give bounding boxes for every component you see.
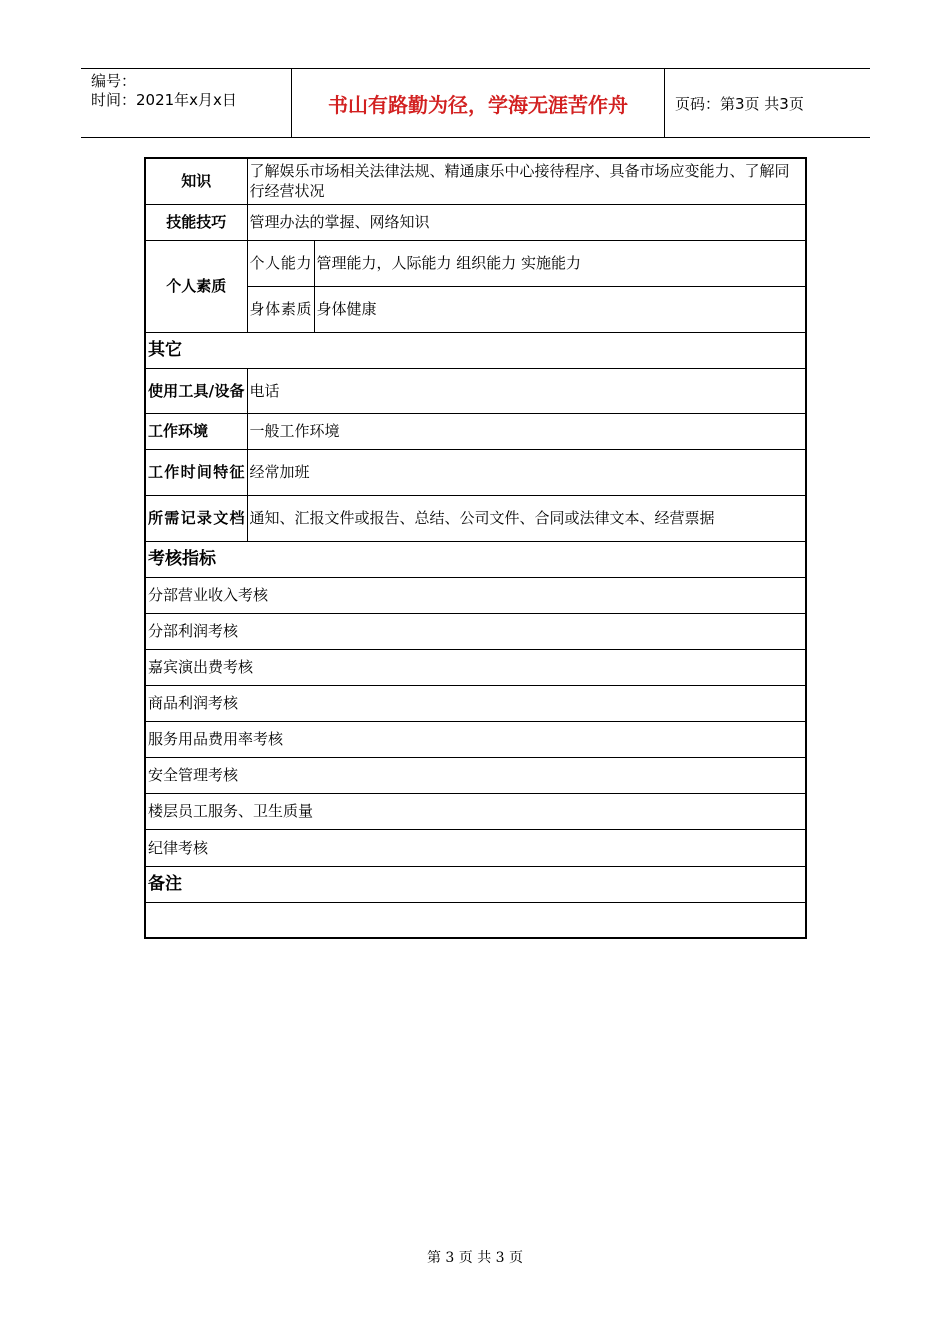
kpi-item: 分部利润考核	[145, 613, 806, 649]
page-footer: 第 3 页 共 3 页	[426, 1250, 524, 1266]
notes-value	[145, 902, 806, 938]
docs-label: 所需记录文档	[145, 495, 247, 541]
date-label: 时间：2021年x月x日	[91, 91, 237, 109]
time-value: 经常加班	[247, 449, 806, 495]
time-label: 工作时间特征	[145, 449, 247, 495]
table-row	[145, 577, 806, 613]
knowledge-value: 了解娱乐市场相关法律法规、精通康乐中心接待程序、具备市场应变能力、了解同行经营状况	[247, 158, 806, 204]
notes-title: 备注	[145, 866, 806, 902]
header-page-info: 页码：第3页 共3页	[675, 94, 804, 113]
docs-value: 通知、汇报文件或报告、总结、公司文件、合同或法律文本、经营票据	[247, 495, 806, 541]
header-motto: 书山有路勤为径，学海无涯苦作舟	[292, 69, 665, 137]
table-row	[145, 793, 806, 829]
skills-label: 技能技巧	[145, 204, 247, 240]
skills-value: 管理办法的掌握、网络知识	[247, 204, 806, 240]
physical-value: 身体健康	[314, 286, 806, 332]
ability-value: 管理能力，人际能力 组织能力 实施能力	[314, 240, 806, 286]
kpi-item: 安全管理考核	[145, 757, 806, 793]
kpi-title: 考核指标	[145, 541, 806, 577]
section-row	[145, 866, 806, 902]
section-row	[145, 541, 806, 577]
table-row	[145, 757, 806, 793]
table-row	[145, 902, 806, 938]
kpi-item: 商品利润考核	[145, 685, 806, 721]
kpi-item: 嘉宾演出费考核	[145, 649, 806, 685]
table-row	[145, 721, 806, 757]
section-row	[145, 332, 806, 368]
table-row	[145, 685, 806, 721]
env-label: 工作环境	[145, 413, 247, 449]
table-row	[145, 829, 806, 866]
tools-value: 电话	[247, 368, 806, 413]
other-title: 其它	[145, 332, 806, 368]
table-row	[145, 495, 806, 541]
page-header	[81, 68, 870, 138]
physical-label: 身体素质	[247, 286, 314, 332]
table-row	[145, 449, 806, 495]
kpi-item: 服务用品费用率考核	[145, 721, 806, 757]
kpi-item: 纪律考核	[145, 829, 806, 866]
table-row	[145, 240, 806, 286]
serial-label: 编号：	[91, 72, 137, 90]
table-row	[145, 649, 806, 685]
ability-label: 个人能力	[247, 240, 314, 286]
kpi-item: 分部营业收入考核	[145, 577, 806, 613]
table-row	[145, 613, 806, 649]
table-row	[145, 413, 806, 449]
tools-label: 使用工具/设备	[145, 368, 247, 413]
table-row	[145, 158, 806, 204]
header-meta	[81, 69, 292, 137]
env-value: 一般工作环境	[247, 413, 806, 449]
kpi-item: 楼层员工服务、卫生质量	[145, 793, 806, 829]
job-description-table	[144, 157, 807, 939]
knowledge-label: 知识	[145, 158, 247, 204]
quality-label: 个人素质	[145, 240, 247, 332]
table-row	[145, 204, 806, 240]
table-row	[145, 368, 806, 413]
